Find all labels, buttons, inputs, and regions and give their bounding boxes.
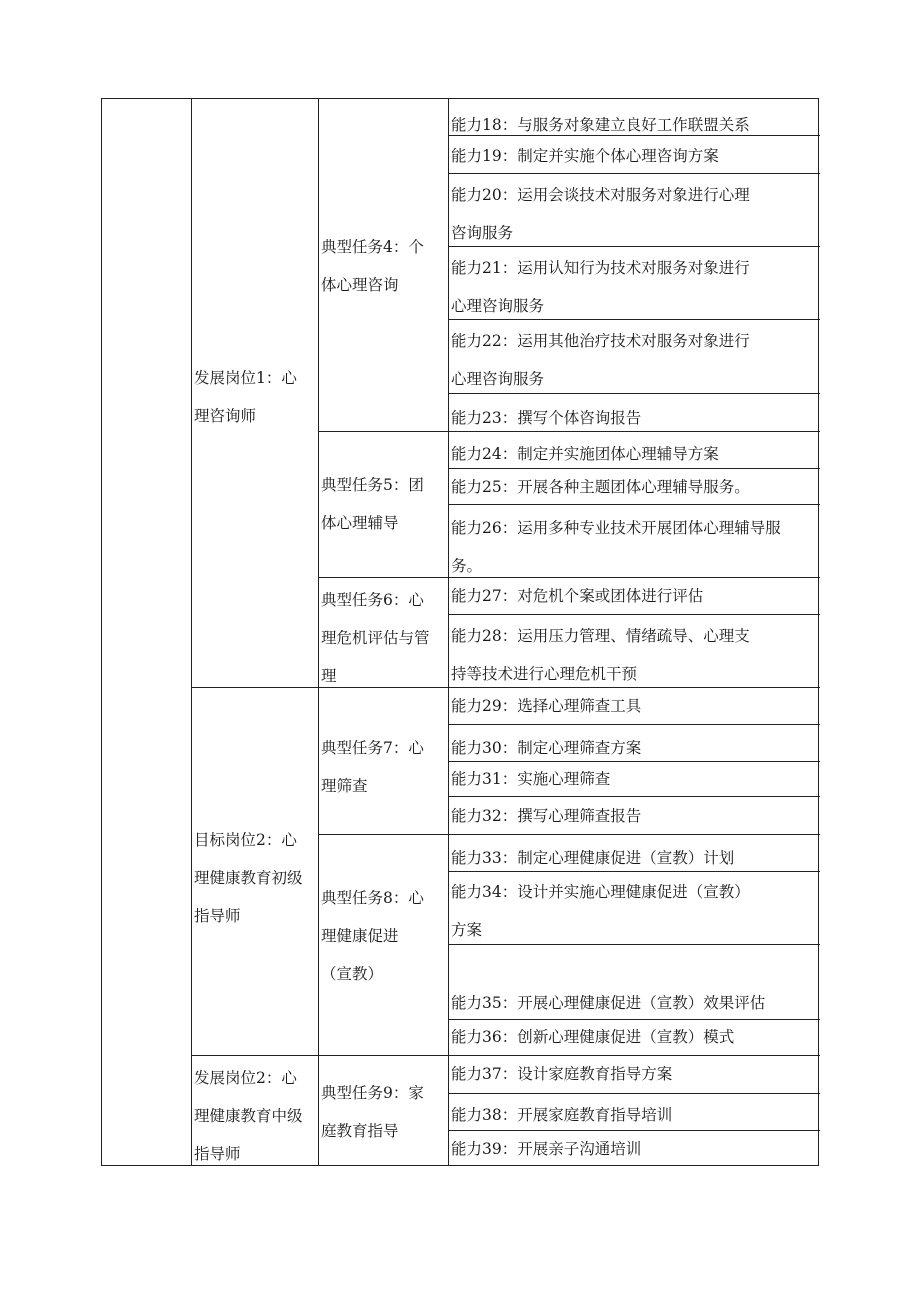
ability-cell: 能力22：运用其他治疗技术对服务对象进行 心理咨询服务 (451, 332, 750, 388)
task-divider (318, 431, 448, 432)
ability-cell: 能力28：运用压力管理、情绪疏导、心理支 持等技术进行心理危机干预 (451, 627, 750, 683)
ability-cell: 能力21：运用认知行为技术对服务对象进行 心理咨询服务 (451, 259, 750, 315)
ability-cell: 能力39：开展亲子沟通培训 (451, 1140, 642, 1158)
competency-table (101, 98, 819, 1166)
ability-divider (448, 1093, 820, 1094)
ability-cell: 能力37：设计家庭教育指导方案 (451, 1065, 673, 1083)
post-divider (191, 1055, 318, 1056)
task-label: 典型任务4：个 体心理咨询 (321, 238, 424, 294)
task-divider (318, 1055, 448, 1056)
col-divider-2 (318, 99, 319, 1165)
post-label: 目标岗位2：心 理健康教育初级 指导师 (194, 831, 303, 925)
ability-cell: 能力36：创新心理健康促进（宣教）模式 (451, 1028, 735, 1046)
ability-cell: 能力35：开展心理健康促进（宣教）效果评估 (451, 994, 766, 1012)
ability-cell: 能力26：运用多种专业技术开展团体心理辅导服 务。 (451, 519, 781, 575)
ability-cell: 能力20：运用会谈技术对服务对象进行心理 咨询服务 (451, 186, 750, 242)
ability-cell: 能力32：撰写心理筛查报告 (451, 807, 642, 825)
col-divider-3 (448, 99, 449, 1165)
ability-cell: 能力33：制定心理健康促进（宣教）计划 (451, 849, 735, 867)
ability-cell: 能力30：制定心理筛查方案 (451, 739, 642, 757)
ability-cell: 能力34：设计并实施心理健康促进（宣教） 方案 (451, 883, 750, 939)
task-label: 典型任务8：心 理健康促进 （宣教） (321, 889, 424, 983)
ability-cell: 能力31：实施心理筛查 (451, 770, 611, 788)
ability-cell: 能力38：开展家庭教育指导培训 (451, 1106, 673, 1124)
task-label: 典型任务5：团 体心理辅导 (321, 476, 424, 532)
task-divider (318, 834, 448, 835)
task-label: 典型任务9：家 庭教育指导 (321, 1084, 424, 1140)
post-label: 发展岗位1：心 理咨询师 (194, 369, 297, 425)
ability-cell: 能力27：对危机个案或团体进行评估 (451, 587, 704, 605)
col-divider-1 (191, 99, 192, 1165)
ability-cell: 能力24：制定并实施团体心理辅导方案 (451, 445, 719, 463)
task-label: 典型任务7：心 理筛查 (321, 739, 424, 795)
ability-cell: 能力29：选择心理筛查工具 (451, 697, 642, 715)
task-divider (318, 577, 448, 578)
task-label: 典型任务6：心 理危机评估与管 理 (321, 591, 430, 685)
post-label: 发展岗位2：心 理健康教育中级 指导师 (194, 1069, 303, 1163)
ability-cell: 能力23：撰写个体咨询报告 (451, 409, 642, 427)
ability-cell: 能力19：制定并实施个体心理咨询方案 (451, 147, 719, 165)
post-divider (191, 687, 318, 688)
ability-cell: 能力18：与服务对象建立良好工作联盟关系 (451, 116, 750, 134)
ability-cell: 能力25：开展各种主题团体心理辅导服务。 (451, 478, 750, 496)
